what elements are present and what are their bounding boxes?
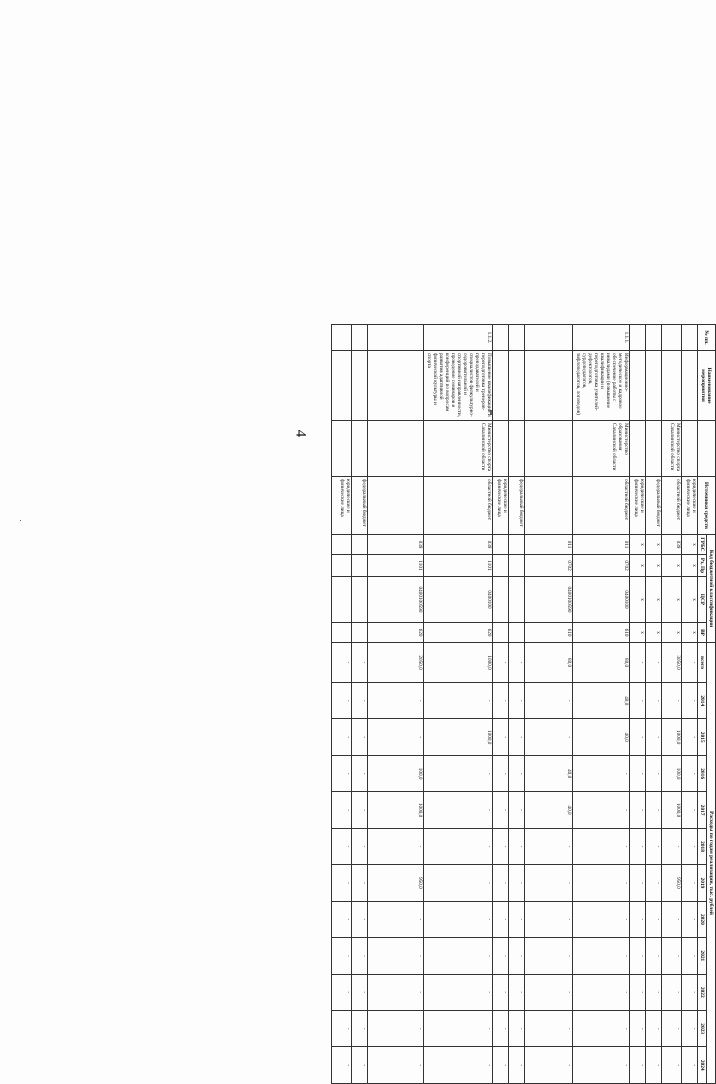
cell-vr bbox=[492, 623, 508, 643]
cell-vr: x bbox=[661, 623, 681, 643]
cell-num bbox=[368, 325, 424, 351]
cell-year: - bbox=[681, 755, 697, 791]
cell-executor bbox=[681, 421, 697, 477]
table-row bbox=[368, 325, 424, 1084]
cell-year: - bbox=[645, 755, 661, 791]
cell-rzpr: 0702 bbox=[524, 555, 572, 577]
cell-name bbox=[508, 351, 524, 421]
cell-year: - bbox=[368, 1047, 424, 1084]
cell-year: - bbox=[661, 938, 681, 974]
cell-year: - bbox=[332, 1010, 352, 1046]
cell-csr: 0400100590 bbox=[524, 577, 572, 623]
cell-vsego: 1000,0 bbox=[424, 643, 493, 683]
cell-year: - bbox=[524, 683, 572, 719]
cell-csr: x bbox=[681, 577, 697, 623]
cell-vr: 610 bbox=[572, 623, 629, 643]
cell-year: - bbox=[352, 755, 368, 791]
header-year: 2024 bbox=[697, 1047, 706, 1084]
cell-year: 950,0 bbox=[661, 865, 681, 901]
cell-year: - bbox=[645, 719, 661, 755]
cell-year: 40,0 bbox=[572, 719, 629, 755]
cell-name bbox=[368, 351, 424, 421]
cell-year: 1000,0 bbox=[368, 792, 424, 828]
cell-year: - bbox=[332, 755, 352, 791]
cell-year: - bbox=[332, 938, 352, 974]
cell-grbs: 011 bbox=[572, 535, 629, 555]
header-source: Источники средств bbox=[697, 477, 715, 535]
header-year: 2016 bbox=[697, 755, 706, 791]
cell-year: - bbox=[424, 683, 493, 719]
cell-name bbox=[492, 351, 508, 421]
cell-year: - bbox=[645, 1047, 661, 1084]
cell-rzpr: x bbox=[645, 555, 661, 577]
cell-year: - bbox=[508, 865, 524, 901]
cell-year: - bbox=[681, 974, 697, 1010]
cell-name bbox=[352, 351, 368, 421]
cell-executor bbox=[645, 421, 661, 477]
cell-year: - bbox=[424, 1047, 493, 1084]
cell-year: - bbox=[645, 792, 661, 828]
cell-year: - bbox=[629, 792, 645, 828]
cell-year: - bbox=[352, 719, 368, 755]
cell-vr bbox=[508, 623, 524, 643]
cell-source: федеральный бюджет bbox=[352, 477, 368, 535]
cell-year: - bbox=[424, 974, 493, 1010]
cell-year: - bbox=[572, 792, 629, 828]
cell-year: - bbox=[524, 938, 572, 974]
cell-year: - bbox=[508, 719, 524, 755]
header-code-group: Код бюджетной классификации bbox=[706, 535, 715, 643]
cell-csr: 0400100 bbox=[572, 577, 629, 623]
header-row-1 bbox=[706, 325, 715, 1084]
header-executor bbox=[697, 421, 715, 477]
header-num: № пп. bbox=[697, 325, 715, 351]
cell-year: - bbox=[352, 901, 368, 937]
cell-year: - bbox=[661, 1010, 681, 1046]
cell-executor bbox=[492, 421, 508, 477]
cell-year: 950,0 bbox=[368, 865, 424, 901]
cell-year: - bbox=[572, 865, 629, 901]
cell-year: - bbox=[629, 828, 645, 864]
scan-mark bbox=[20, 520, 21, 521]
cell-vsego: 3050,0 bbox=[661, 643, 681, 683]
cell-year: - bbox=[629, 974, 645, 1010]
cell-num bbox=[492, 325, 508, 351]
cell-year: - bbox=[508, 1010, 524, 1046]
cell-year: - bbox=[681, 1047, 697, 1084]
table-row bbox=[661, 325, 681, 1084]
cell-year: - bbox=[352, 792, 368, 828]
cell-year: 1000,0 bbox=[661, 792, 681, 828]
cell-num bbox=[332, 325, 352, 351]
budget-table-rotated bbox=[296, 324, 716, 1084]
cell-rzpr: 0702 bbox=[572, 555, 629, 577]
cell-year: 100,0 bbox=[368, 755, 424, 791]
cell-year: - bbox=[645, 938, 661, 974]
cell-year: - bbox=[572, 901, 629, 937]
cell-executor: Министерство спорта Сахалинской области bbox=[661, 421, 681, 477]
cell-year: - bbox=[332, 974, 352, 1010]
header-name: Наименование мероприятия bbox=[697, 351, 715, 421]
cell-year: - bbox=[681, 792, 697, 828]
cell-year: - bbox=[332, 792, 352, 828]
cell-year: - bbox=[681, 901, 697, 937]
cell-vr: 610 bbox=[524, 623, 572, 643]
cell-vr bbox=[332, 623, 352, 643]
cell-year: - bbox=[661, 974, 681, 1010]
cell-name: Информационно-методическое и кадровое обеспечение работы с инвалидами (повышение квалификации и переподготовка учителей-дефектологов, сурдопедагогов, тифлопедагогов, логопедов) bbox=[572, 351, 629, 421]
cell-rzpr: x bbox=[629, 555, 645, 577]
cell-vr: x bbox=[629, 623, 645, 643]
cell-year: - bbox=[352, 1010, 368, 1046]
cell-rzpr: x bbox=[681, 555, 697, 577]
cell-num: 1.1.1. bbox=[572, 325, 629, 351]
cell-year: - bbox=[332, 828, 352, 864]
table-row bbox=[352, 325, 368, 1084]
cell-executor bbox=[352, 421, 368, 477]
cell-year: - bbox=[508, 1047, 524, 1084]
cell-vsego: - bbox=[508, 643, 524, 683]
cell-executor bbox=[332, 421, 352, 477]
cell-grbs bbox=[352, 535, 368, 555]
cell-rzpr: 1101 bbox=[368, 555, 424, 577]
cell-year: - bbox=[492, 1047, 508, 1084]
cell-year: - bbox=[492, 792, 508, 828]
header-vr: ВР bbox=[697, 623, 706, 643]
cell-num bbox=[661, 325, 681, 351]
cell-year: - bbox=[332, 683, 352, 719]
cell-year: - bbox=[492, 828, 508, 864]
cell-year: - bbox=[629, 865, 645, 901]
cell-year: - bbox=[629, 755, 645, 791]
cell-csr: 0400100590 bbox=[368, 577, 424, 623]
cell-year: - bbox=[352, 865, 368, 901]
cell-executor: Министерство спорта Сахалинской области bbox=[424, 421, 493, 477]
cell-num bbox=[629, 325, 645, 351]
cell-year: - bbox=[524, 901, 572, 937]
header-year: 2017 bbox=[697, 792, 706, 828]
cell-name bbox=[645, 351, 661, 421]
cell-year: - bbox=[661, 1047, 681, 1084]
cell-grbs bbox=[508, 535, 524, 555]
cell-num: 1.1.2. bbox=[424, 325, 493, 351]
cell-year: - bbox=[524, 974, 572, 1010]
cell-vr: x bbox=[681, 623, 697, 643]
cell-year: - bbox=[352, 683, 368, 719]
cell-year: - bbox=[368, 974, 424, 1010]
cell-year: - bbox=[332, 901, 352, 937]
cell-year: - bbox=[645, 1010, 661, 1046]
cell-year: - bbox=[681, 828, 697, 864]
header-expense-group: Расходы по годам реализации, тыс. рублей bbox=[706, 643, 715, 1084]
cell-year: - bbox=[352, 1047, 368, 1084]
cell-year: - bbox=[508, 938, 524, 974]
cell-year: - bbox=[681, 865, 697, 901]
header-grbs: ГРБС bbox=[697, 535, 706, 555]
cell-year: - bbox=[629, 1010, 645, 1046]
header-csr: ЦСР bbox=[697, 577, 706, 623]
cell-name: Повышение квалификации и переподготовка тренеров-преподавателей и специалистов физкультурно-оздоровительной и спортивной направленности, проведение семинаров и конференций по вопросам развития адаптивной физической культуры и спорта bbox=[424, 351, 493, 421]
cell-year: 40,0 bbox=[524, 755, 572, 791]
header-year: 2023 bbox=[697, 1010, 706, 1046]
cell-source: юридические и физические лица bbox=[629, 477, 645, 535]
cell-year: - bbox=[508, 974, 524, 1010]
cell-vsego: - bbox=[645, 643, 661, 683]
cell-grbs: 011 bbox=[524, 535, 572, 555]
cell-vsego: 80,0 bbox=[572, 643, 629, 683]
cell-rzpr bbox=[508, 555, 524, 577]
cell-year: - bbox=[572, 1010, 629, 1046]
cell-year: - bbox=[424, 1010, 493, 1046]
cell-year: - bbox=[645, 683, 661, 719]
cell-year: 40,0 bbox=[572, 683, 629, 719]
cell-name bbox=[524, 351, 572, 421]
cell-num bbox=[508, 325, 524, 351]
cell-name bbox=[332, 351, 352, 421]
cell-year: - bbox=[629, 683, 645, 719]
cell-grbs: x bbox=[681, 535, 697, 555]
cell-year: - bbox=[681, 938, 697, 974]
cell-year: - bbox=[352, 974, 368, 1010]
cell-year: - bbox=[508, 828, 524, 864]
cell-year: - bbox=[645, 828, 661, 864]
cell-vsego: - bbox=[681, 643, 697, 683]
cell-year: 1000,0 bbox=[661, 719, 681, 755]
table-row bbox=[424, 325, 493, 1084]
cell-vr: 620 bbox=[424, 623, 493, 643]
cell-num bbox=[645, 325, 661, 351]
cell-year: - bbox=[332, 719, 352, 755]
cell-num bbox=[681, 325, 697, 351]
table-row bbox=[332, 325, 352, 1084]
table-body bbox=[332, 325, 697, 1084]
cell-csr: x bbox=[629, 577, 645, 623]
cell-csr: x bbox=[661, 577, 681, 623]
cell-year: - bbox=[492, 901, 508, 937]
cell-vsego: - bbox=[352, 643, 368, 683]
header-year: 2020 bbox=[697, 901, 706, 937]
cell-source: юридические и физические лица bbox=[492, 477, 508, 535]
cell-vsego: - bbox=[492, 643, 508, 683]
cell-vr: 620 bbox=[368, 623, 424, 643]
cell-grbs bbox=[492, 535, 508, 555]
table-row bbox=[645, 325, 661, 1084]
cell-grbs bbox=[332, 535, 352, 555]
cell-year: - bbox=[645, 865, 661, 901]
cell-year: - bbox=[492, 1010, 508, 1046]
cell-year: - bbox=[629, 1047, 645, 1084]
cell-year: - bbox=[492, 719, 508, 755]
table-row bbox=[492, 325, 508, 1084]
cell-year: - bbox=[492, 974, 508, 1010]
header-vsego: всего bbox=[697, 643, 706, 683]
cell-rzpr bbox=[492, 555, 508, 577]
cell-year: - bbox=[524, 865, 572, 901]
cell-grbs: 039 bbox=[661, 535, 681, 555]
cell-year: - bbox=[424, 938, 493, 974]
cell-source: областной бюджет bbox=[572, 477, 629, 535]
cell-year: - bbox=[492, 683, 508, 719]
cell-year: - bbox=[368, 719, 424, 755]
cell-year: - bbox=[424, 792, 493, 828]
cell-year: - bbox=[508, 901, 524, 937]
cell-name bbox=[661, 351, 681, 421]
cell-year: - bbox=[492, 865, 508, 901]
cell-year: - bbox=[524, 1047, 572, 1084]
cell-vsego: 2050,0 bbox=[368, 643, 424, 683]
table-row bbox=[508, 325, 524, 1084]
cell-year: 100,0 bbox=[661, 755, 681, 791]
cell-year: - bbox=[572, 974, 629, 1010]
table-row bbox=[629, 325, 645, 1084]
cell-rzpr: 1101 bbox=[424, 555, 493, 577]
cell-num bbox=[352, 325, 368, 351]
cell-year: - bbox=[572, 938, 629, 974]
cell-csr: 0400100 bbox=[424, 577, 493, 623]
cell-year: - bbox=[661, 901, 681, 937]
cell-csr bbox=[332, 577, 352, 623]
cell-year: - bbox=[661, 683, 681, 719]
cell-name bbox=[681, 351, 697, 421]
cell-year: - bbox=[368, 901, 424, 937]
cell-source bbox=[524, 477, 572, 535]
cell-source: юридические и физические лица bbox=[681, 477, 697, 535]
budget-table bbox=[331, 324, 716, 1084]
table-row bbox=[681, 325, 697, 1084]
table-row bbox=[572, 325, 629, 1084]
cell-year: - bbox=[424, 901, 493, 937]
cell-year: - bbox=[572, 1047, 629, 1084]
cell-vsego: - bbox=[629, 643, 645, 683]
cell-year: - bbox=[492, 938, 508, 974]
cell-executor bbox=[524, 421, 572, 477]
cell-source: областной бюджет bbox=[424, 477, 493, 535]
cell-year: 40,0 bbox=[524, 792, 572, 828]
cell-year: - bbox=[524, 828, 572, 864]
cell-grbs: x bbox=[629, 535, 645, 555]
cell-year: - bbox=[508, 792, 524, 828]
cell-source: юридические и физические лица bbox=[332, 477, 352, 535]
cell-year: - bbox=[524, 1010, 572, 1046]
cell-year: - bbox=[524, 719, 572, 755]
header-year: 2022 bbox=[697, 974, 706, 1010]
cell-executor bbox=[629, 421, 645, 477]
cell-year: - bbox=[629, 901, 645, 937]
cell-year: - bbox=[508, 755, 524, 791]
cell-executor bbox=[368, 421, 424, 477]
header-year: 2019 bbox=[697, 865, 706, 901]
cell-num bbox=[524, 325, 572, 351]
cell-vr: x bbox=[645, 623, 661, 643]
cell-source: областной бюджет bbox=[661, 477, 681, 535]
cell-csr bbox=[508, 577, 524, 623]
header-year: 2014 bbox=[697, 683, 706, 719]
cell-year: - bbox=[661, 828, 681, 864]
cell-year: 1000,0 bbox=[424, 719, 493, 755]
cell-executor bbox=[508, 421, 524, 477]
cell-source: федеральный бюджет bbox=[645, 477, 661, 535]
cell-rzpr bbox=[332, 555, 352, 577]
cell-year: - bbox=[629, 719, 645, 755]
cell-year: - bbox=[332, 865, 352, 901]
cell-year: - bbox=[352, 828, 368, 864]
cell-csr bbox=[492, 577, 508, 623]
cell-source bbox=[368, 477, 424, 535]
cell-year: - bbox=[368, 938, 424, 974]
cell-vsego: 80,0 bbox=[524, 643, 572, 683]
cell-year: - bbox=[645, 974, 661, 1010]
cell-grbs: x bbox=[645, 535, 661, 555]
cell-year: - bbox=[332, 1047, 352, 1084]
header-year: 2015 bbox=[697, 719, 706, 755]
table-row bbox=[524, 325, 572, 1084]
cell-year: - bbox=[368, 828, 424, 864]
cell-rzpr bbox=[352, 555, 368, 577]
cell-year: - bbox=[681, 719, 697, 755]
cell-year: - bbox=[681, 683, 697, 719]
cell-year: - bbox=[508, 683, 524, 719]
cell-year: - bbox=[492, 755, 508, 791]
cell-year: - bbox=[352, 938, 368, 974]
cell-year: - bbox=[424, 828, 493, 864]
cell-source: федеральный бюджет bbox=[508, 477, 524, 535]
cell-rzpr: x bbox=[661, 555, 681, 577]
cell-executor: Министерство образования Сахалинской области bbox=[572, 421, 629, 477]
cell-year: - bbox=[424, 865, 493, 901]
cell-vr bbox=[352, 623, 368, 643]
cell-vsego: - bbox=[332, 643, 352, 683]
cell-year: - bbox=[681, 1010, 697, 1046]
header-year: 2021 bbox=[697, 938, 706, 974]
cell-year: - bbox=[645, 901, 661, 937]
cell-year: - bbox=[629, 938, 645, 974]
cell-csr bbox=[352, 577, 368, 623]
header-year: 2018 bbox=[697, 828, 706, 864]
cell-year: - bbox=[368, 1010, 424, 1046]
cell-name bbox=[629, 351, 645, 421]
cell-year: - bbox=[368, 683, 424, 719]
cell-csr: x bbox=[645, 577, 661, 623]
header-rzpr: Рз, Пр bbox=[697, 555, 706, 577]
cell-grbs: 039 bbox=[368, 535, 424, 555]
cell-year: - bbox=[572, 755, 629, 791]
page-number: 4 bbox=[292, 429, 309, 438]
cell-grbs: 039 bbox=[424, 535, 493, 555]
cell-year: - bbox=[424, 755, 493, 791]
cell-year: - bbox=[572, 828, 629, 864]
